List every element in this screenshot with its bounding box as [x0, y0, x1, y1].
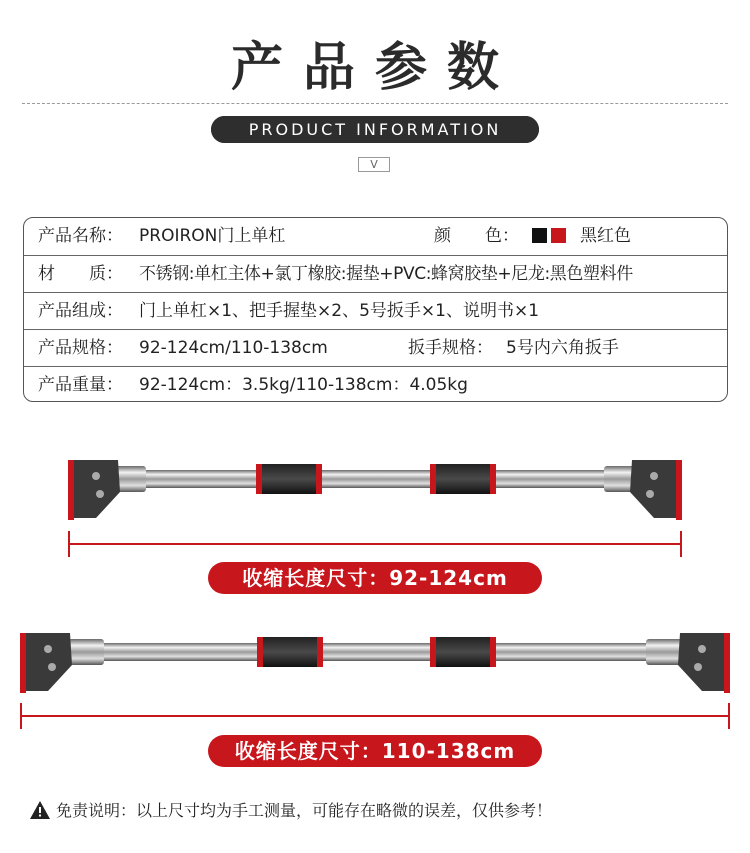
spec-label: 材 质：: [38, 264, 123, 284]
spec-label: 产品重量：: [38, 375, 123, 395]
length-dimension-line-short: [68, 543, 682, 545]
spec-value-color: 黑红色: [580, 226, 631, 246]
disclaimer-text: 免责说明：以上尺寸均为手工测量，可能存在略微的误差，仅供参考！: [56, 801, 553, 820]
spec-value-wrench: 5号内六角扳手: [506, 338, 619, 358]
page-title: 产品参数: [230, 38, 519, 98]
spec-row-material: [24, 255, 727, 292]
spec-label: 产品规格：: [38, 338, 123, 358]
spec-row-size: [24, 329, 727, 366]
disclaimer: [30, 799, 552, 823]
spec-value: PROIRON门上单杠: [139, 226, 286, 246]
spec-value: 92-124cm：3.5kg/110-138cm：4.05kg: [139, 375, 468, 395]
spec-row-components: [24, 292, 727, 329]
color-swatches: [532, 218, 570, 255]
spec-table: [23, 217, 728, 402]
warning-icon: [30, 801, 50, 819]
pullup-bar-long-image: [0, 625, 750, 705]
spec-label-color: 颜 色：: [434, 226, 519, 246]
spec-value: 92-124cm/110-138cm: [139, 338, 328, 358]
spec-value: 门上单杠×1、把手握垫×2、5号扳手×1、说明书×1: [139, 301, 540, 321]
length-dimension-line-long: [20, 715, 730, 717]
red-swatch: [551, 228, 566, 243]
spec-value: 不锈钢:单杠主体+氯丁橡胶:握垫+PVC:蜂窝胶垫+尼龙:黑色塑料件: [139, 264, 633, 284]
length-badge-short: 收缩长度尺寸：92-124cm: [208, 562, 542, 594]
subtitle-badge: PRODUCT INFORMATION: [211, 116, 539, 143]
chevron-down-icon: V: [358, 157, 390, 172]
spec-row-name: [24, 218, 727, 255]
spec-label-wrench: 扳手规格：: [408, 338, 493, 358]
spec-label: 产品组成：: [38, 301, 123, 321]
spec-row-weight: [24, 366, 727, 402]
length-badge-long: 收缩长度尺寸：110-138cm: [208, 735, 542, 767]
pullup-bar-short-image: [0, 452, 750, 532]
black-swatch: [532, 228, 547, 243]
spec-label: 产品名称：: [38, 226, 123, 246]
title-divider: [22, 103, 728, 104]
